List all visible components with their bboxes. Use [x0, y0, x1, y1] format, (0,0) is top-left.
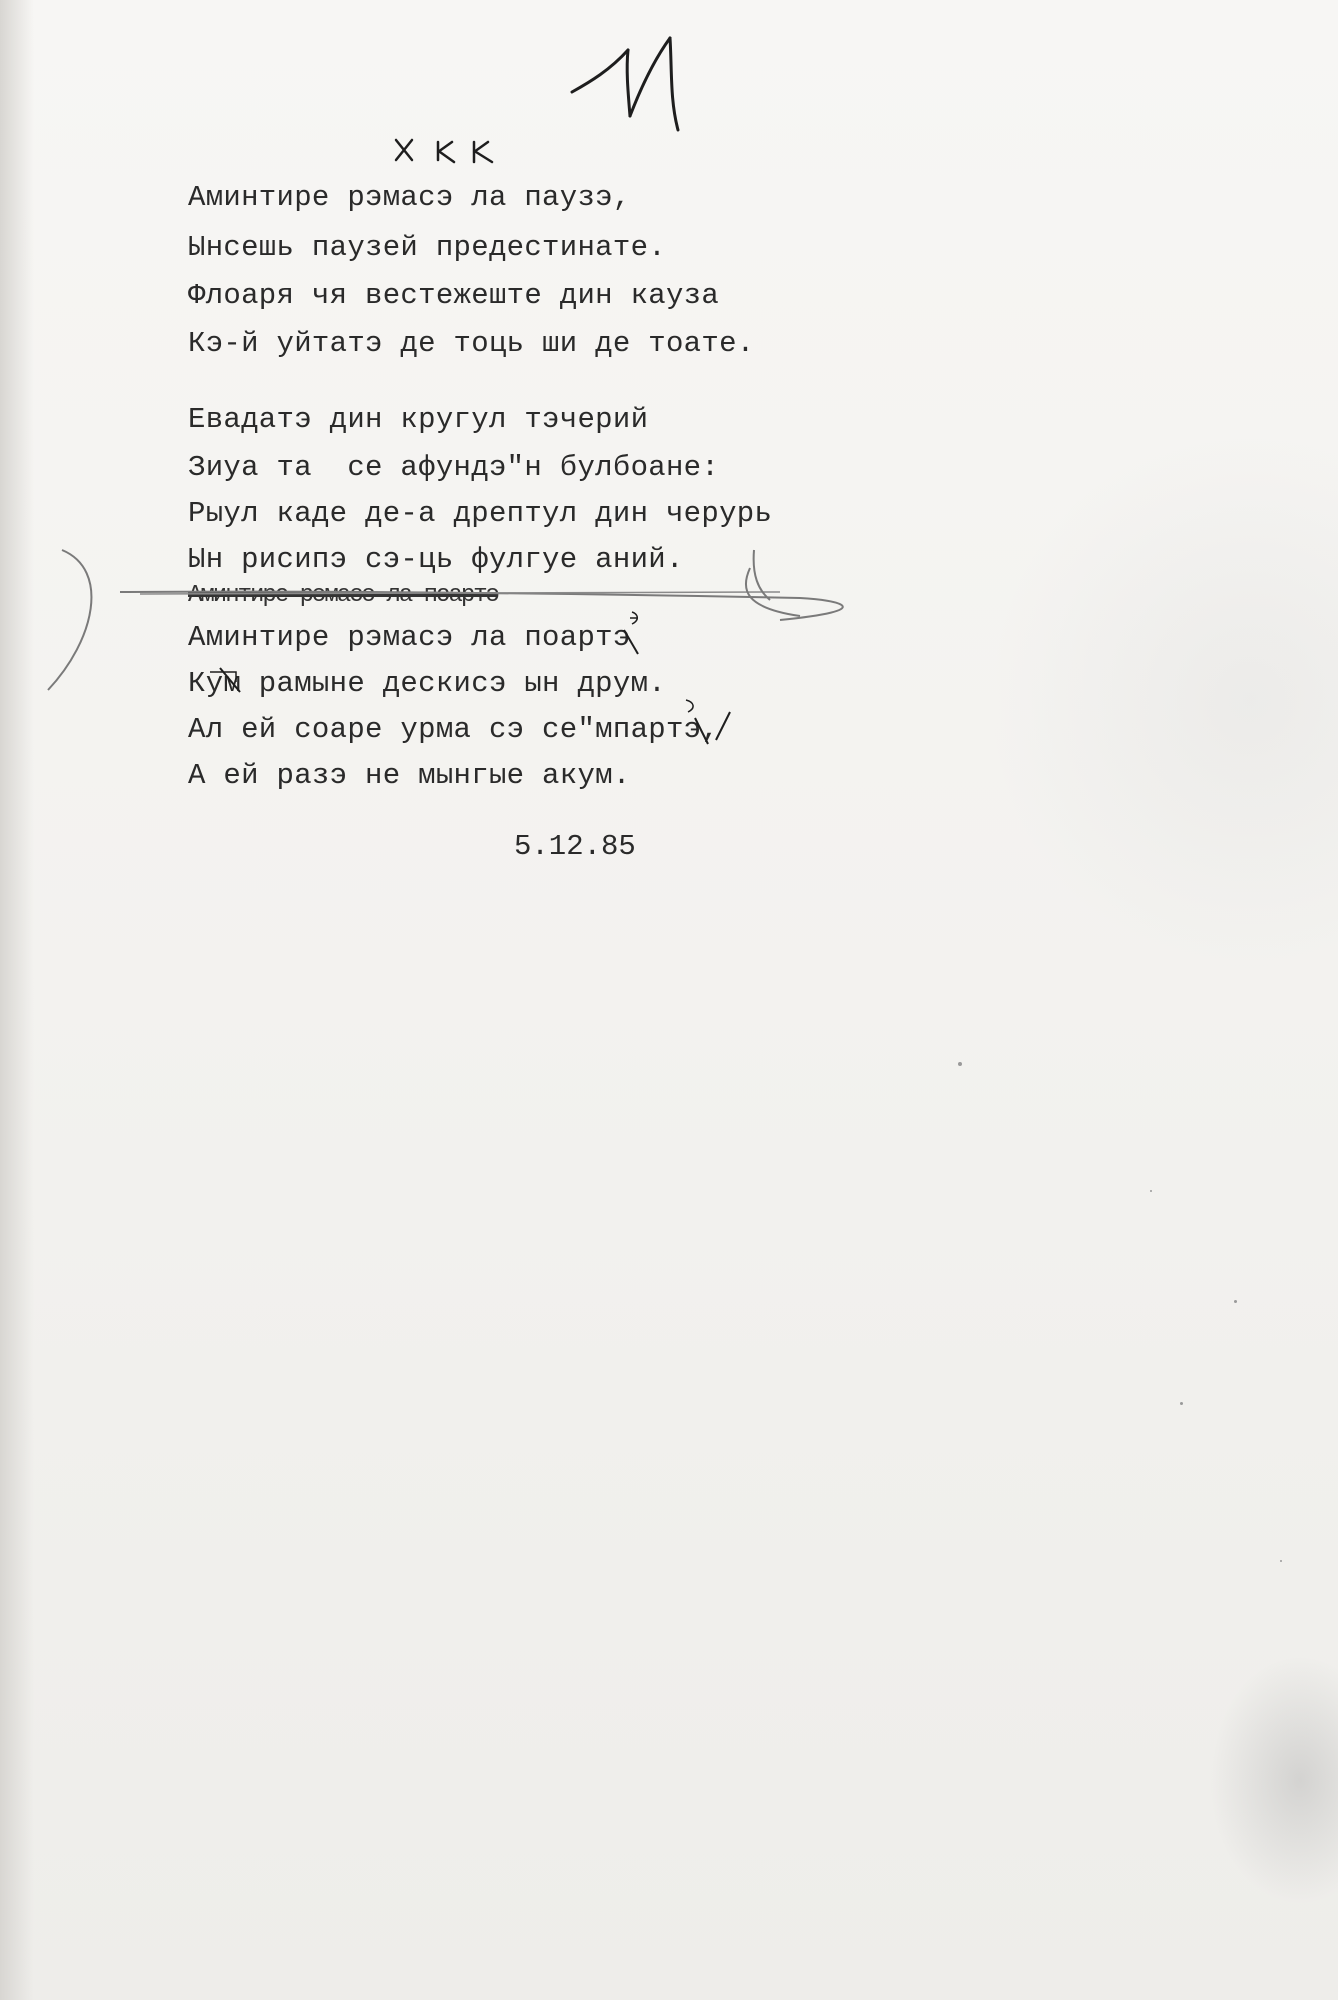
scan-speck — [1280, 1560, 1282, 1562]
poem-line: Аминтире рэмасэ ла поартэ — [188, 621, 631, 654]
scan-speck — [1180, 1402, 1183, 1405]
poem-line: Кум рамыне дескисэ ын друм. — [188, 667, 666, 700]
scan-speck — [1234, 1300, 1237, 1303]
scan-edge — [0, 0, 34, 2000]
poem-line: А ей разэ не мынгые акум. — [188, 759, 631, 792]
scan-speck — [1150, 1190, 1152, 1192]
struck-line: Аминтире рэмасэ ла поартэ — [188, 582, 499, 609]
poem-line: Ал ей соаре урма сэ се"мпартэ, — [188, 713, 720, 746]
poem-line: Рыул каде де-а дрептул дин черурь — [188, 497, 773, 530]
poem-line: Флоаря чя вестежеште дин кауза — [188, 279, 720, 312]
poem-line: Аминтире рэмасэ ла паузэ, — [188, 181, 631, 214]
handwritten-page-number — [570, 30, 710, 140]
poem-line: Ынсешь паузей предестинате. — [188, 231, 666, 264]
scan-speck — [958, 1062, 962, 1066]
poem-line: Зиуа та се афундэ"н булбоане: — [188, 451, 720, 484]
poem-line: Евадатэ дин кругул тэчерий — [188, 403, 649, 436]
handwritten-separator — [390, 130, 530, 170]
poem-line: Кэ-й уйтатэ де тоць ши де тоате. — [188, 327, 755, 360]
poem-date: 5.12.85 — [514, 830, 636, 863]
poem-line: Ын рисипэ сэ-ць фулгуе аний. — [188, 543, 684, 576]
